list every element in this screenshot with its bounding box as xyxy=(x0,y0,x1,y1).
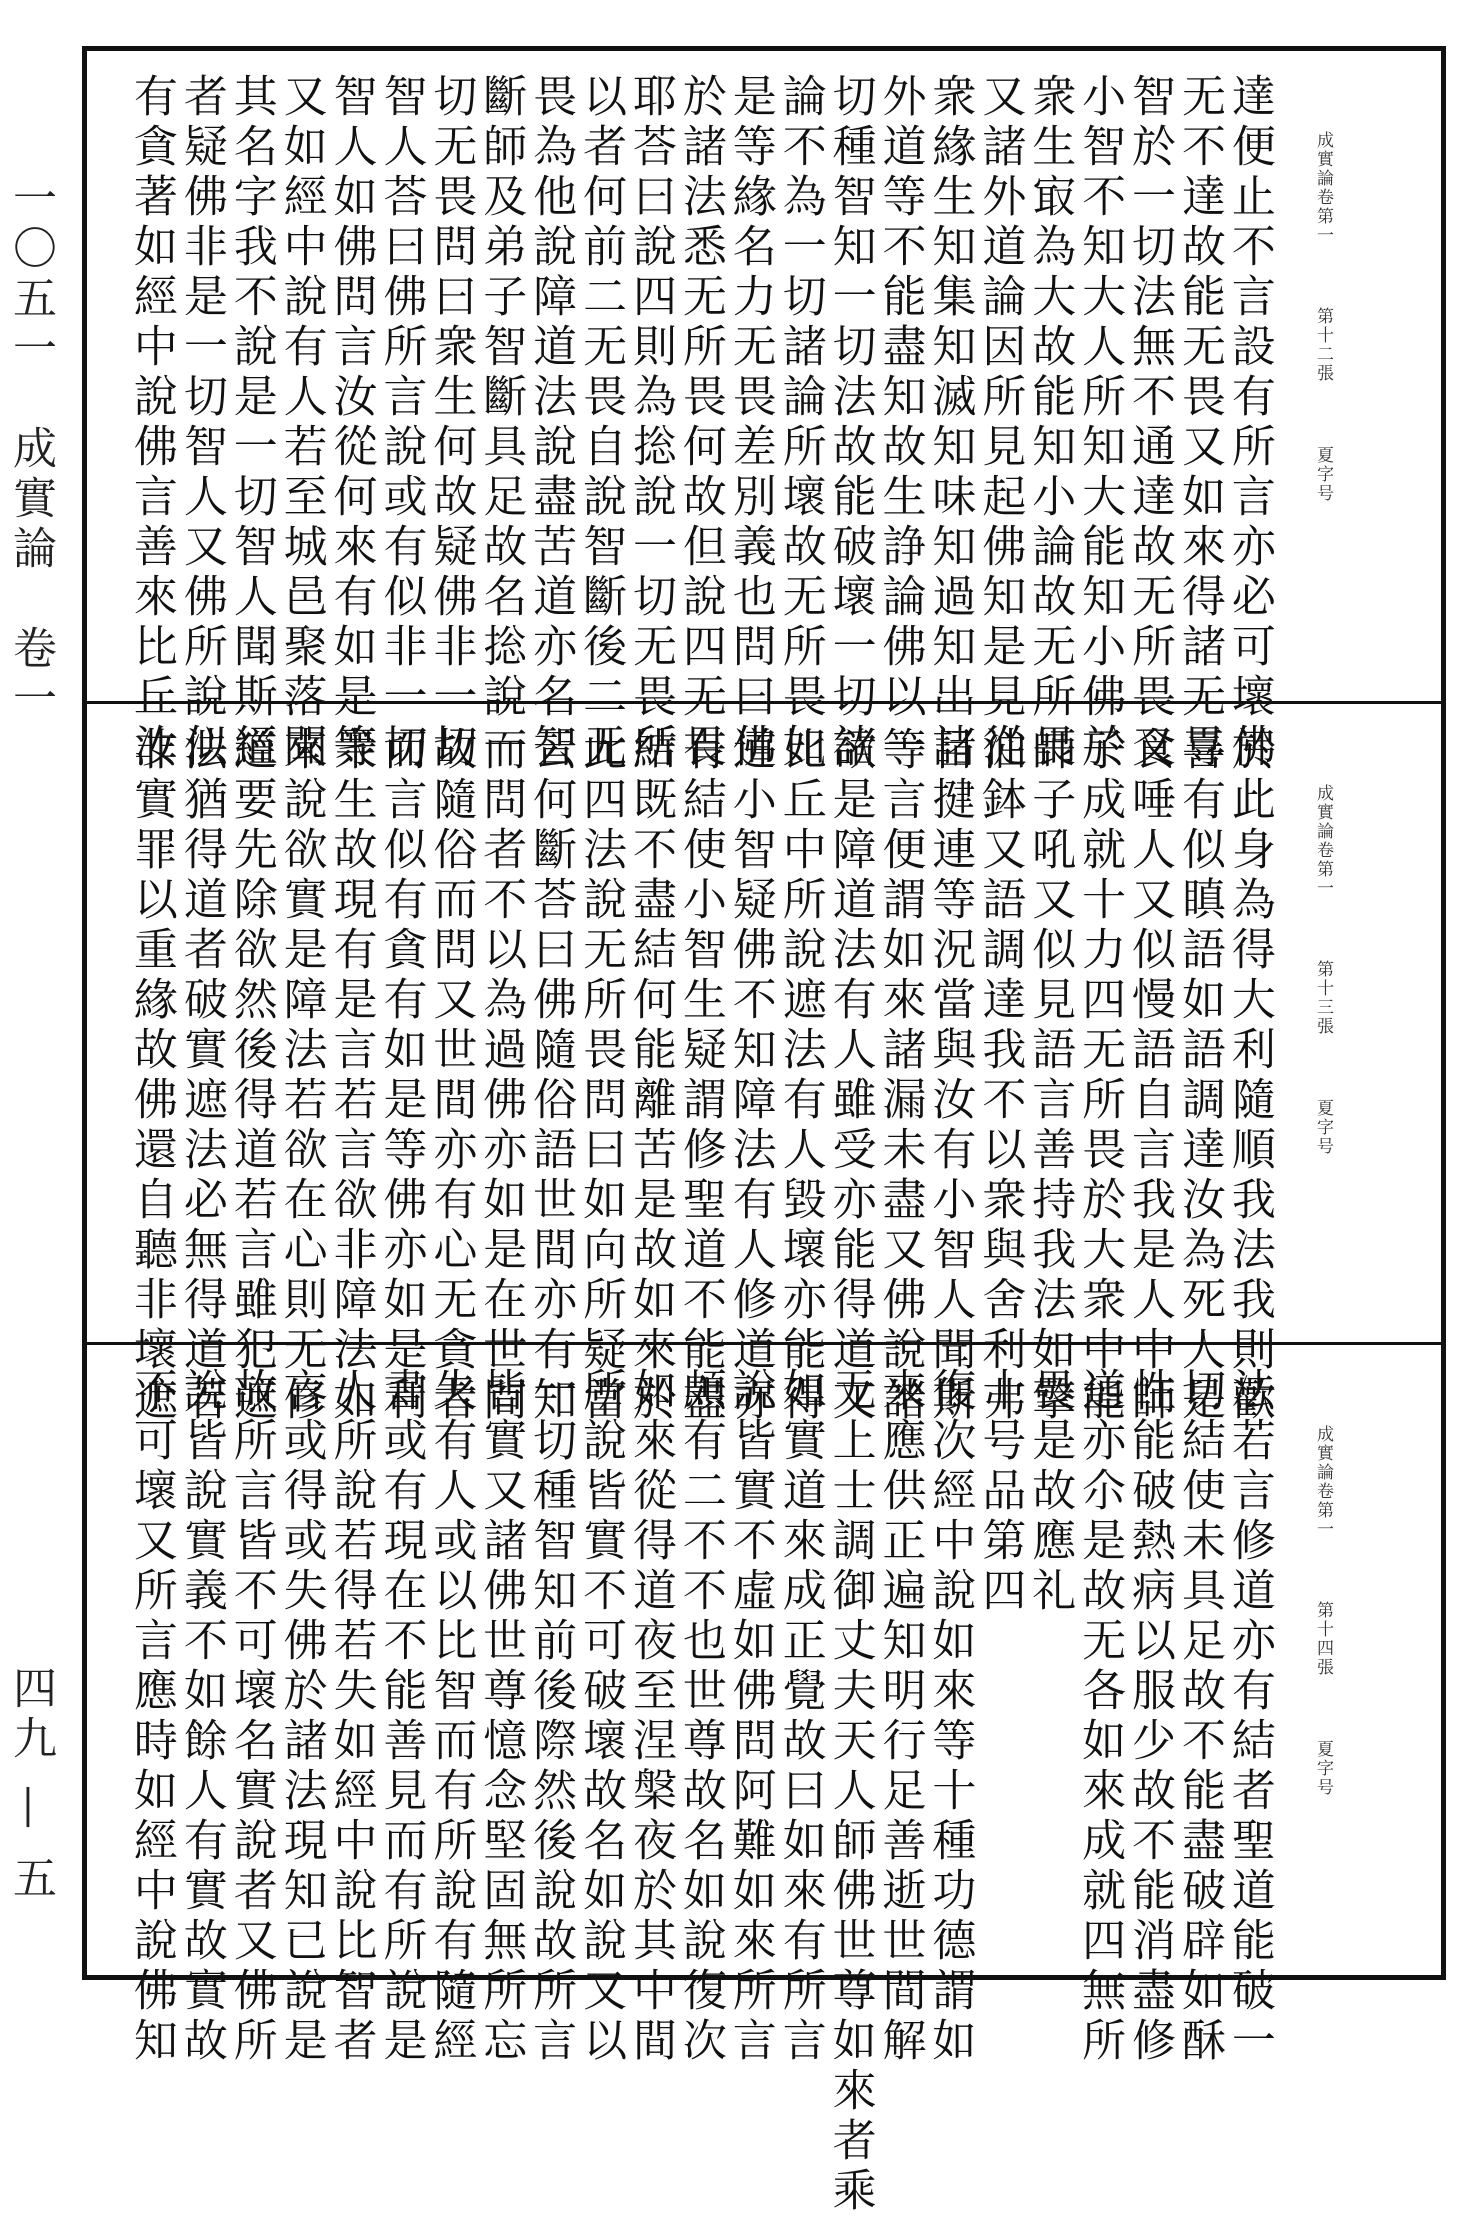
text-column: 性能破熱病以服少故不能消盡修 xyxy=(1124,1367,1176,2067)
text-column: 又諸外道論因所見起佛知是見從 xyxy=(974,73,1026,773)
text-column: 而問者不以為過佛亦如是在世間 xyxy=(475,726,527,1426)
side-label-title: 一〇五一 成實論 卷一 xyxy=(5,175,56,725)
text-column: 道小智疑佛不知障法有人修道亦 xyxy=(724,726,776,1426)
text-column: 外道等不能盡知故生諍論佛以一 xyxy=(874,73,926,773)
text-column: 衆緣生知集知滅知味知過知出諸 xyxy=(924,73,976,773)
margin-mark: 夏字号 xyxy=(1313,1739,1333,1797)
text-column: 衆生㝡為大故能知小論故无所畏 xyxy=(1024,73,1076,773)
text-column: 言或得或失佛於諸法現知已說是 xyxy=(275,1367,327,2067)
text-column: 頗有二不不也世尊故名如說復次 xyxy=(674,1367,726,2067)
text-column: 說皆說實義不如餘人有實故實故 xyxy=(175,1367,227,2067)
text-column: 而言似有貪有如是等佛亦如是利 xyxy=(375,726,427,1426)
text-column: 失有人或以比智而有所說有隨經 xyxy=(425,1367,477,2067)
text-column: 來應供正遍知明行足善逝世間解 xyxy=(874,1367,926,2067)
text-column: 人所說若得若失如經中說比智者 xyxy=(325,1367,377,2067)
text-column: 切種智知一切法故能破壞一切諸 xyxy=(824,73,876,773)
text-column: 子成就十力四无所畏於大衆中能 xyxy=(1074,726,1126,1426)
text-column: 又如經中說有人若至城邑聚落聞 xyxy=(275,73,327,773)
text-columns xyxy=(123,704,1275,1426)
text-column: 如來從得道夜至涅槃夜於其中間 xyxy=(624,1367,676,2067)
text-column: 論不為一切諸論所壞故无所畏如 xyxy=(774,73,826,773)
margin-title: 成實論卷第一 xyxy=(1313,131,1333,245)
text-column: 食唾人又似慢語自言我是人中師 xyxy=(1124,726,1176,1426)
text-column: 等言便謂如來諸漏未盡又佛說諸 xyxy=(874,726,926,1426)
text-column: 比丘中所說遮法有人毀壞亦能得 xyxy=(774,726,826,1426)
text-column: 不可壞又所言應時如經中說佛知 xyxy=(125,1367,177,2067)
margin-leaf-number: 第十二張 xyxy=(1313,307,1333,384)
text-columns xyxy=(123,51,1275,773)
side-label-page: 四九 — 五 xyxy=(5,1665,56,1905)
text-column: 故隨俗而問又世間亦有心无貪者 xyxy=(425,726,477,1426)
text-column: 油鉢又語調達我不以衆與舍利弗 xyxy=(974,726,1026,1426)
text-column: 師子吼又似見語言善持我法如擎 xyxy=(1024,726,1076,1426)
text-column: 道亦尒是故无各如來成就四無所 xyxy=(1074,1367,1126,2067)
margin-title: 成實論卷第一 xyxy=(1313,1425,1333,1539)
text-column: 耶荅曰說四則為捴說一切无畏所 xyxy=(624,73,676,773)
text-column: 來說欲實是障法若欲在心則无修 xyxy=(275,726,327,1426)
text-column: 書或有現在不能善見而有所說是 xyxy=(375,1367,427,2067)
margin-note-1 xyxy=(1311,131,1336,503)
text-column: 於諸法悉无所畏何故但說四无畏 xyxy=(674,73,726,773)
text-column: 喜有似瞋語如語調達汝為死人是 xyxy=(1173,726,1225,1426)
margin-note-3 xyxy=(1311,1425,1336,1797)
text-panel-2 xyxy=(87,701,1441,1426)
margin-note-2 xyxy=(1311,784,1336,1156)
text-column: 達便止不言設有所言亦必可壞佛 xyxy=(1223,73,1275,773)
text-column: 非實罪以重緣故佛還自聽非壞遮 xyxy=(125,726,177,1426)
text-column: 智於一切法無不通達故无所畏又 xyxy=(1124,73,1176,773)
text-column: 道要先除欲然後得道若言雖犯遮 xyxy=(225,726,277,1426)
margin-mark: 夏字号 xyxy=(1313,445,1333,503)
text-column: 欲是障道法有人雖受亦能得道又 xyxy=(824,726,876,1426)
text-column: 如實道來成正覺故曰如來有所言 xyxy=(774,1367,826,2067)
text-column: 一切種智知前後際然後說故所言 xyxy=(525,1367,577,2067)
text-column: 皆實又諸佛世尊憶念堅固無所忘 xyxy=(475,1367,527,2067)
text-column: 法猶得道者破實遮法必無得道若 xyxy=(175,726,227,1426)
text-column: 小智不知大人所知大能知小佛於 xyxy=(1074,73,1126,773)
text-column: 故所言皆不可壞名實說者又佛所 xyxy=(225,1367,277,2067)
text-column: 說皆實不虛如佛問阿難如來所言 xyxy=(724,1367,776,2067)
text-column: 以者何前二无畏自說智斷後二无 xyxy=(575,73,627,773)
margin-leaf-number: 第十三張 xyxy=(1313,960,1333,1037)
text-column: 有結使小智生疑謂修聖道不能盡 xyxy=(674,726,726,1426)
text-columns xyxy=(123,1345,1275,2217)
page-frame xyxy=(82,46,1446,2217)
text-column: 智人如佛問言汝從何來有如是等 xyxy=(325,73,377,773)
text-column: 復次經中說如來等十種功德謂如 xyxy=(924,1367,976,2067)
text-column: 法若言修道亦有結者聖道能破一 xyxy=(1223,1367,1275,2067)
text-panel-3 xyxy=(87,1342,1441,2217)
text-column: 切无畏問曰衆生何故疑佛非一切 xyxy=(425,73,477,773)
text-column: 畏為他說障道法說盡苦道亦名智 xyxy=(525,73,577,773)
margin-title: 成實論卷第一 xyxy=(1313,784,1333,898)
margin-leaf-number: 第十四張 xyxy=(1313,1601,1333,1678)
text-column: 其名字我不說是一切智人聞斯經 xyxy=(225,73,277,773)
text-column: 衆生故現有是言若言欲非障法如 xyxy=(325,726,377,1426)
text-column: 智人荅曰佛所言說或有似非一切 xyxy=(375,73,427,773)
text-column: 於此身為得大利隨順我法我則歡 xyxy=(1223,726,1275,1426)
text-column: 斷師及弟子智斷具足故名捴說一 xyxy=(475,73,527,773)
text-column: 无上士調御丈夫天人師佛世尊如來者乘 xyxy=(824,1367,876,2217)
text-column: 畏是故應礼 xyxy=(1024,1367,1076,1617)
text-column: 是等緣名力无畏差別義也問曰佛 xyxy=(724,73,776,773)
text-column: 結既不盡結何能離苦是故如來於 xyxy=(624,726,676,1426)
text-column: 此四法說无所畏問曰如向所疑當 xyxy=(575,726,627,1426)
text-column: 切結使未具足故不能盡破辟如酥 xyxy=(1173,1367,1225,2067)
text-column: 无不達故能无畏又如來得諸无㝵 xyxy=(1173,73,1225,773)
text-column: 所說皆實不可破壞故名如說又以 xyxy=(575,1367,627,2067)
text-column: 云何斷荅曰佛隨俗語世間亦有知 xyxy=(525,726,577,1426)
text-column: 有貪著如經中說佛言善來比丘汝 xyxy=(125,73,177,773)
text-column: 目揵連等況當與汝有小智人聞斯 xyxy=(924,726,976,1426)
text-column: 者疑佛非是一切智人又佛所說似 xyxy=(175,73,227,773)
text-column: 十号品第四 xyxy=(974,1367,1026,1617)
text-panel-1 xyxy=(87,51,1441,773)
margin-mark: 夏字号 xyxy=(1313,1098,1333,1156)
